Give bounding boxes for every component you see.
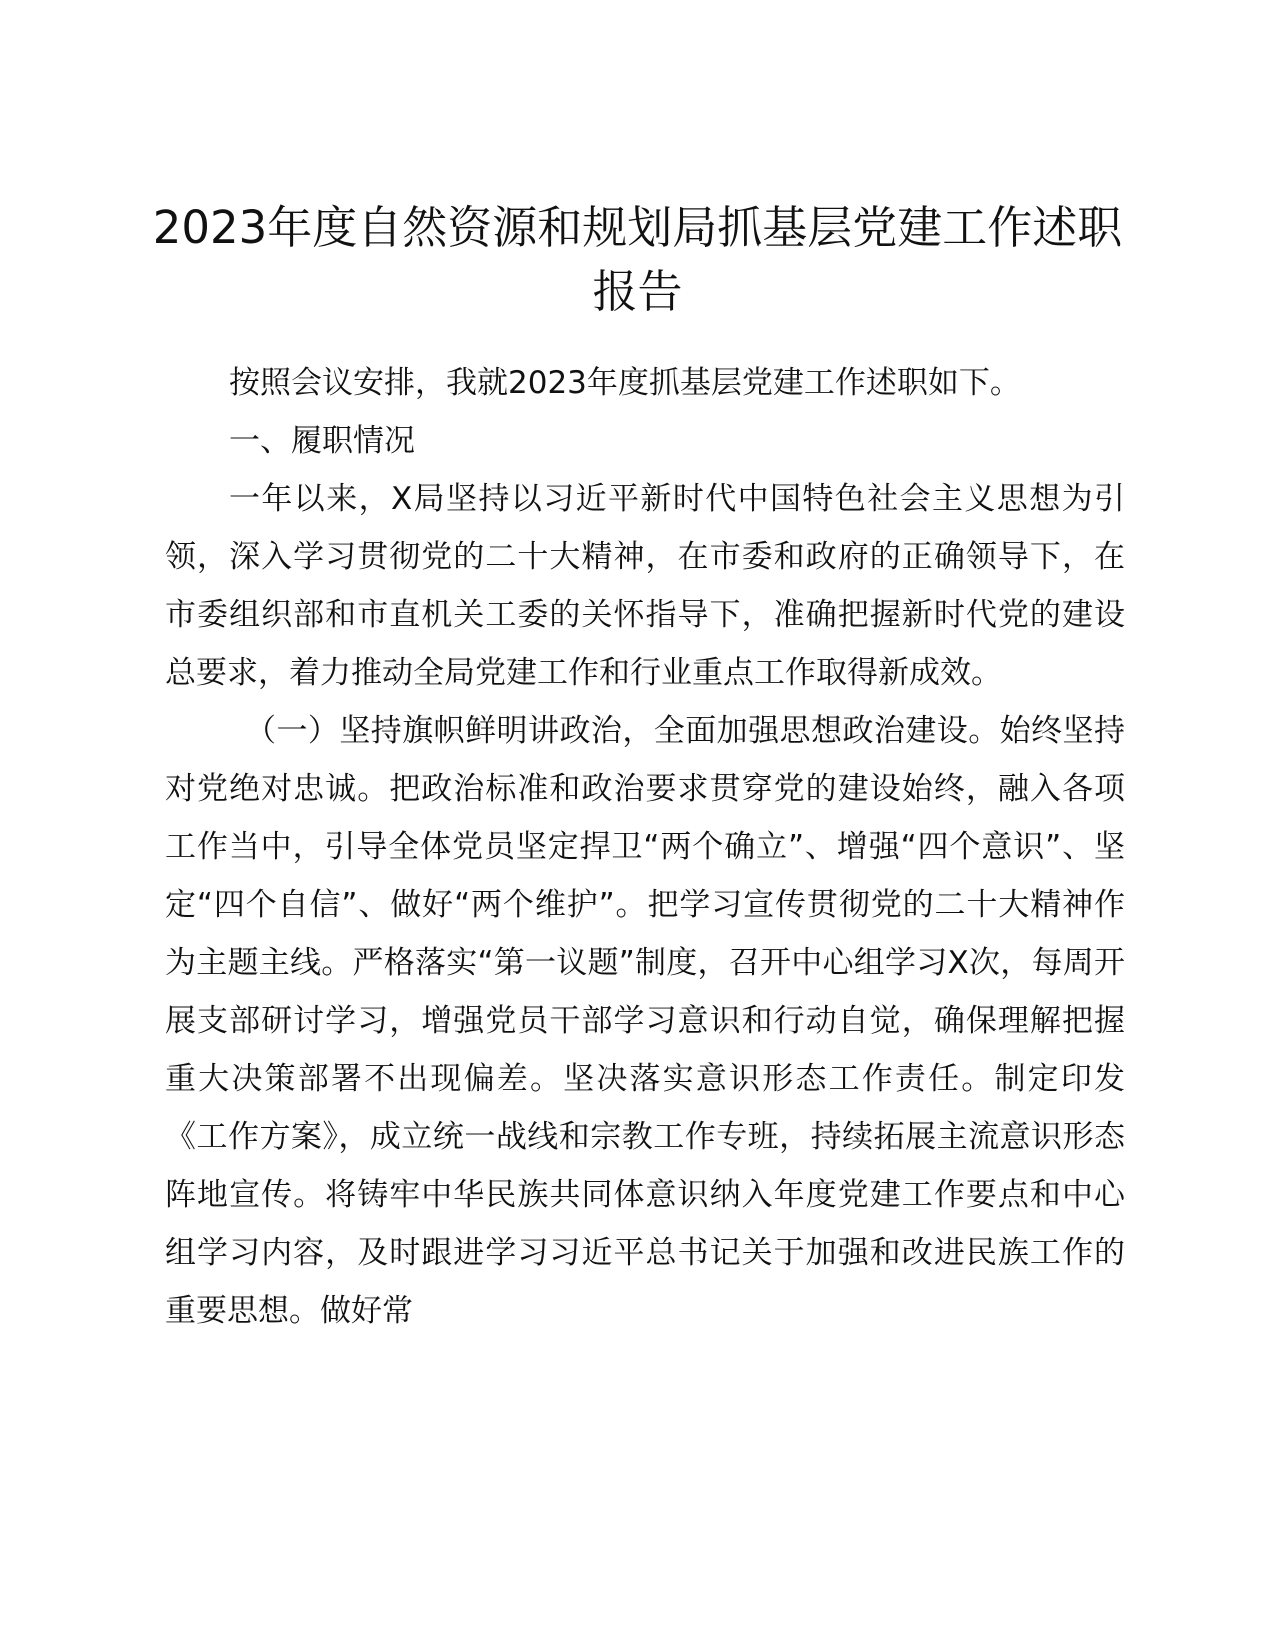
paragraph-political-building: （一）坚持旗帜鲜明讲政治，全面加强思想政治建设。始终坚持对党绝对忠诚。把政治标准和政治要求贯穿党的建设始终，融入各项工作当中，引导全体党员坚定捍卫“两个确立”、增强“四个意识”、坚定“四个自信”、做好“两个维护”。把学习宣传贯彻党的二十大精神作为主题主线。严格落实“第一议题”制度，召开中心组学习X次，每周开展支部研讨学习，增强党员干部学习意识和行动自觉，确保理解把握重大决策部署不出现偏差。坚决落实意识形态工作责任。制定印发《工作方案》，成立统一战线和宗教工作专班，持续拓展主流意识形态阵地宣传。将铸牢中华民族共同体意识纳入年度党建工作要点和中心组学习内容，及时跟进学习习近平总书记关于加强和改进民族工作的重要思想。做好常	[165, 713, 1125, 1329]
section-heading-performance: 一、履职情况	[229, 423, 415, 459]
document-body	[165, 354, 1125, 1340]
paragraph-intro: 按照会议安排，我就2023年度抓基层党建工作述职如下。	[229, 365, 1021, 401]
paragraph-overview: 一年以来，X局坚持以习近平新时代中国特色社会主义思想为引领，深入学习贯彻党的二十大精神，在市委和政府的正确领导下，在市委组织部和市直机关工委的关怀指导下，准确把握新时代党的建设总要求，着力推动全局党建工作和行业重点工作取得新成效。	[165, 481, 1125, 691]
document-title: 2023年度自然资源和规划局抓基层党建工作述职报告	[152, 201, 1123, 318]
